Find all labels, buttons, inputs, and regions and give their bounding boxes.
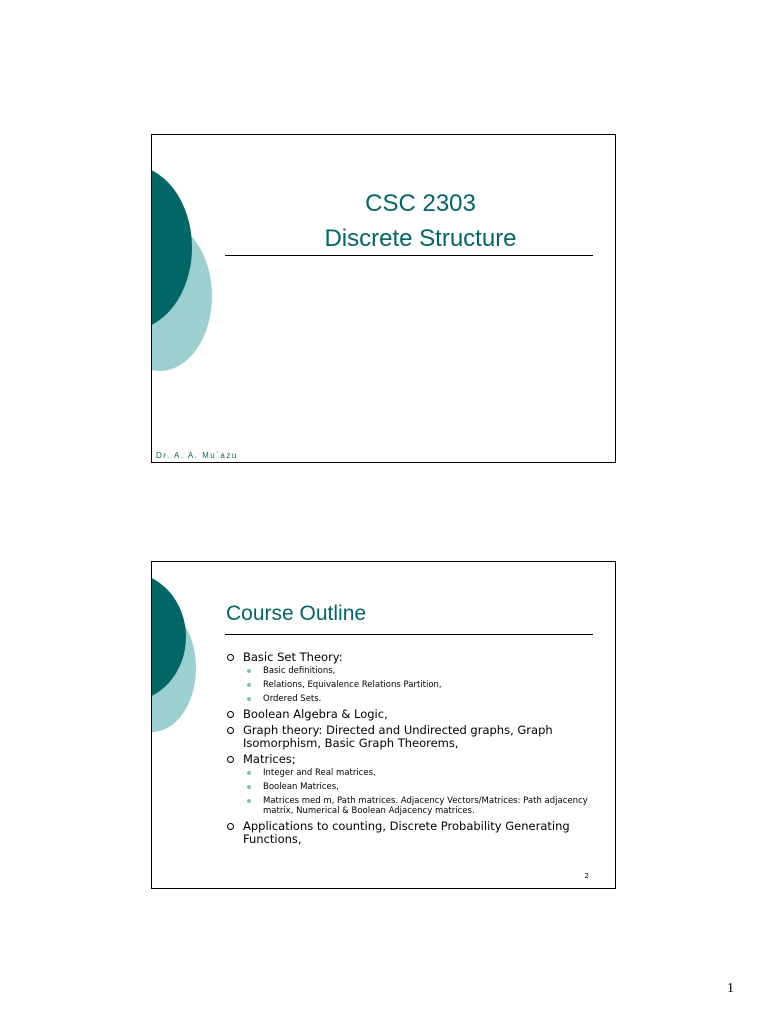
- dot-bullet-icon: [247, 799, 251, 803]
- course-outline-list: [226, 651, 596, 849]
- title-divider: [225, 255, 593, 256]
- sub-item-text: Ordered Sets.: [263, 694, 322, 704]
- hollow-circle-bullet-icon: [227, 727, 234, 734]
- slide-1: [151, 134, 616, 463]
- sub-list: [243, 666, 596, 704]
- author-footer: Dr. A. A. Mu`azu: [156, 451, 238, 460]
- hollow-circle-bullet-icon: [227, 756, 234, 763]
- outline-item-text: Applications to counting, Discrete Probability Generating Functions,: [243, 819, 570, 846]
- sub-list-item: [243, 782, 596, 792]
- dot-bullet-icon: [247, 771, 251, 775]
- outline-item: [226, 753, 596, 816]
- sub-item-text: Boolean Matrices,: [263, 782, 339, 792]
- outline-item: [226, 724, 596, 750]
- outline-item-text: Graph theory: Directed and Undirected graphs, Graph Isomorphism, Basic Graph Theorems,: [243, 723, 553, 750]
- hollow-circle-bullet-icon: [227, 823, 234, 830]
- sub-item-text: Matrices med m, Path matrices. Adjacency Vectors/Matrices: Path adjacency matrix, Numerical & Boolean Adjacency matrices.: [263, 796, 588, 816]
- dot-bullet-icon: [247, 669, 251, 673]
- outline-item: [226, 820, 596, 846]
- title-divider: [225, 634, 593, 635]
- sub-list-item: [243, 796, 596, 816]
- sub-list-item: [243, 694, 596, 704]
- slide-title: Course Outline: [226, 602, 367, 625]
- slide-page-number: 2: [584, 872, 589, 880]
- outline-item: [226, 651, 596, 704]
- outline-item: [226, 708, 596, 721]
- sub-item-text: Relations, Equivalence Relations Partition,: [263, 680, 442, 690]
- sub-item-text: Basic definitions,: [263, 666, 336, 676]
- sub-list-item: [243, 666, 596, 676]
- sub-item-text: Integer and Real matrices,: [263, 768, 376, 778]
- slide-title-code: CSC 2303: [365, 190, 476, 217]
- slide-2: [151, 561, 616, 889]
- dot-bullet-icon: [247, 683, 251, 687]
- sub-list: [243, 768, 596, 816]
- outline-item-text: Matrices;: [243, 752, 296, 766]
- outline-item-text: Boolean Algebra & Logic,: [243, 707, 388, 721]
- document-page-number: 1: [727, 981, 734, 996]
- dot-bullet-icon: [247, 785, 251, 789]
- sub-list-item: [243, 680, 596, 690]
- dot-bullet-icon: [247, 697, 251, 701]
- slide-title-name: Discrete Structure: [324, 225, 517, 252]
- hollow-circle-bullet-icon: [227, 711, 234, 718]
- outline-item-text: Basic Set Theory:: [243, 650, 343, 664]
- hollow-circle-bullet-icon: [227, 654, 234, 661]
- sub-list-item: [243, 768, 596, 778]
